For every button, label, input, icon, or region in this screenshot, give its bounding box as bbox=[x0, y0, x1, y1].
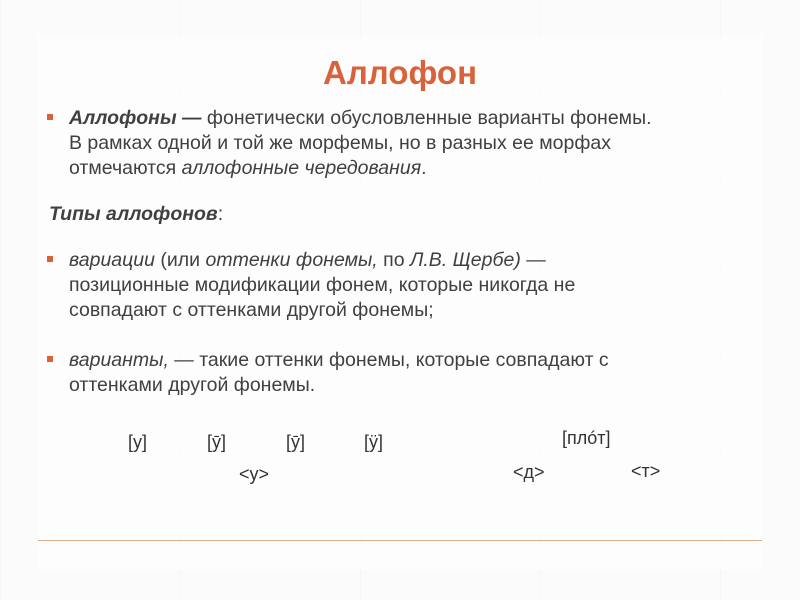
term-variants: варианты, bbox=[69, 349, 169, 371]
phoneme-t: <т> bbox=[631, 461, 661, 481]
variations-text-3: — bbox=[520, 249, 546, 271]
bullet-marker bbox=[47, 356, 53, 362]
variations-text-2: по bbox=[377, 249, 410, 271]
bullet-allophones-definition bbox=[69, 106, 759, 181]
footer-divider bbox=[38, 540, 762, 541]
variations-line-2: позиционные модификации фонем, которые никогда не bbox=[69, 274, 576, 296]
types-heading-colon: : bbox=[217, 203, 224, 225]
variations-line-3: совпадают с оттенками другой фонемы; bbox=[69, 299, 434, 321]
transcription-u-back: [ӯ] bbox=[286, 432, 306, 452]
bullet-marker bbox=[47, 114, 53, 120]
definition-text-2: В рамках одной и той же морфемы, но в разных ее морфах bbox=[69, 132, 611, 154]
transcription-u: [у] bbox=[128, 432, 148, 452]
transcription-plot: [плóт] bbox=[562, 428, 611, 448]
term-variations: вариации bbox=[69, 249, 155, 271]
definition-italic-alternations: аллофонные чередования bbox=[181, 157, 422, 179]
variations-text-1: (или bbox=[154, 249, 206, 271]
term-allophones: Аллофоны — bbox=[69, 107, 202, 129]
definition-text-1: фонетически обусловленные варианты фонемы. bbox=[201, 107, 652, 129]
variants-text-1: — такие оттенки фонемы, которые совпадают с bbox=[168, 349, 609, 371]
bullet-marker bbox=[47, 256, 53, 262]
transcription-u-umlaut: [ӱ] bbox=[364, 432, 384, 452]
phoneme-u: <у> bbox=[239, 464, 270, 484]
types-heading bbox=[49, 202, 223, 227]
definition-text-3a: отмечаются bbox=[69, 157, 182, 179]
variations-italic-shades: оттенки фонемы, bbox=[205, 249, 378, 271]
variations-italic-scherba: Л.В. Щербе) bbox=[409, 249, 521, 271]
phoneme-d: <д> bbox=[513, 462, 545, 482]
types-heading-text: Типы аллофонов bbox=[49, 203, 218, 225]
variants-line-2: оттенками другой фонемы. bbox=[69, 374, 316, 396]
bullet-variants bbox=[69, 348, 759, 398]
slide-title: Аллофон bbox=[322, 54, 477, 91]
transcription-u-front: [ӯ] bbox=[207, 432, 227, 452]
bullet-variations bbox=[69, 248, 759, 323]
definition-text-3b: . bbox=[421, 157, 427, 179]
